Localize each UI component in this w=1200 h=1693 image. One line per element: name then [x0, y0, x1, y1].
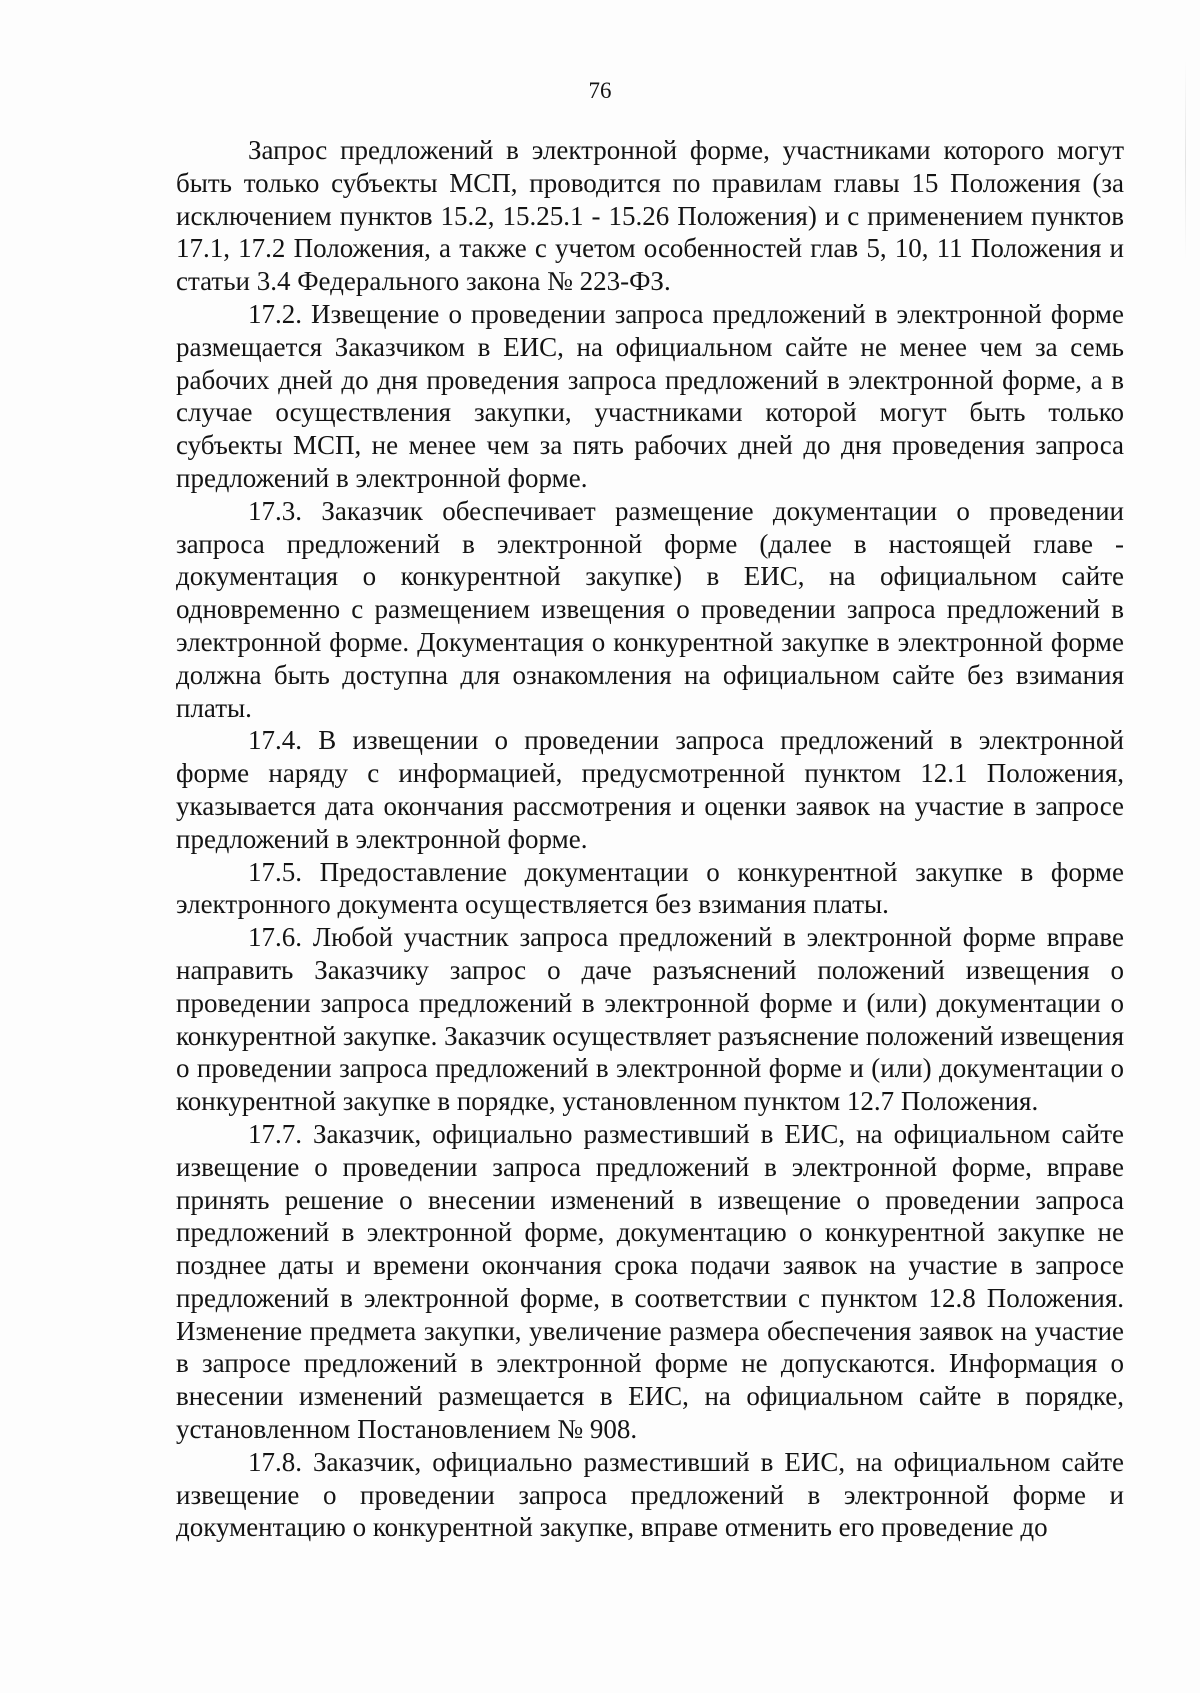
paragraph-17-4: 17.4. В извещении о проведении запроса предложений в электронной форме наряду с информацией, предусмотренной пунктом 12.1 Положения, указывается дата окончания рассмотрения и оценки заявок на участие в запросе предложений в электронной форме.: [176, 725, 1124, 854]
paragraph-17-8: 17.8. Заказчик, официально разместивший в ЕИС, на официальном сайте извещение о проведении запроса предложений в электронной форме и документацию о конкурентной закупке, вправе отменить его проведение до: [176, 1446, 1124, 1543]
paragraph-17-7: 17.7. Заказчик, официально разместивший в ЕИС, на официальном сайте извещение о проведении запроса предложений в электронной форме, вправе принять решение о внесении изменений в извещение о проведении запроса предложений в электронной форме, документацию о конкурентной закупке не позднее даты и времени окончания срока подачи заявок на участие в запросе предложений в электронной форме, в соответствии с пунктом 12.8 Положения. Изменение предмета закупки, увеличение размера обеспечения заявок на участие в запросе предложений в электронной форме не допускаются. Информация о внесении изменений размещается в ЕИС, на официальном сайте в порядке, установленном Постановлением № 908.: [176, 1118, 1124, 1445]
paragraph-17-2: 17.2. Извещение о проведении запроса предложений в электронной форме размещается Заказчиком в ЕИС, на официальном сайте не менее чем за семь рабочих дней до дня проведения запроса предложений в электронной форме, а в случае осуществления закупки, участниками которой могут быть только субъекты МСП, не менее чем за пять рабочих дней до дня проведения запроса предложений в электронной форме.: [176, 298, 1124, 493]
paragraph-17-6: 17.6. Любой участник запроса предложений в электронной форме вправе направить Заказчику запрос о даче разъяснений положений извещения о проведении запроса предложений в электронной форме и (или) документации о конкурентной закупке. Заказчик осуществляет разъяснение положений извещения о проведении запроса предложений в электронной форме и (или) документации о конкурентной закупке в порядке, установленном пунктом 12.7 Положения.: [176, 922, 1124, 1117]
page-number: 76: [588, 78, 612, 103]
paragraph-17-3: 17.3. Заказчик обеспечивает размещение документации о проведении запроса предложений в электронной форме (далее в настоящей главе - документация о конкурентной закупке) в ЕИС, на официальном сайте одновременно с размещением извещения о проведении запроса предложений в электронной форме. Документация о конкурентной закупке в электронной форме должна быть доступна для ознакомления на официальном сайте без взимания платы.: [176, 495, 1124, 723]
paragraph-17-5: 17.5. Предоставление документации о конкурентной закупке в форме электронного документа осуществляется без взимания платы.: [176, 856, 1124, 920]
paragraph-intro: Запрос предложений в электронной форме, участниками которого могут быть только субъекты МСП, проводится по правилам главы 15 Положения (за исключением пунктов 15.2, 15.25.1 - 15.26 Положения) и с применением пунктов 17.1, 17.2 Положения, а также с учетом особенностей глав 5, 10, 11 Положения и статьи 3.4 Федерального закона № 223-ФЗ.: [176, 135, 1124, 297]
document-body: [176, 134, 1124, 1544]
